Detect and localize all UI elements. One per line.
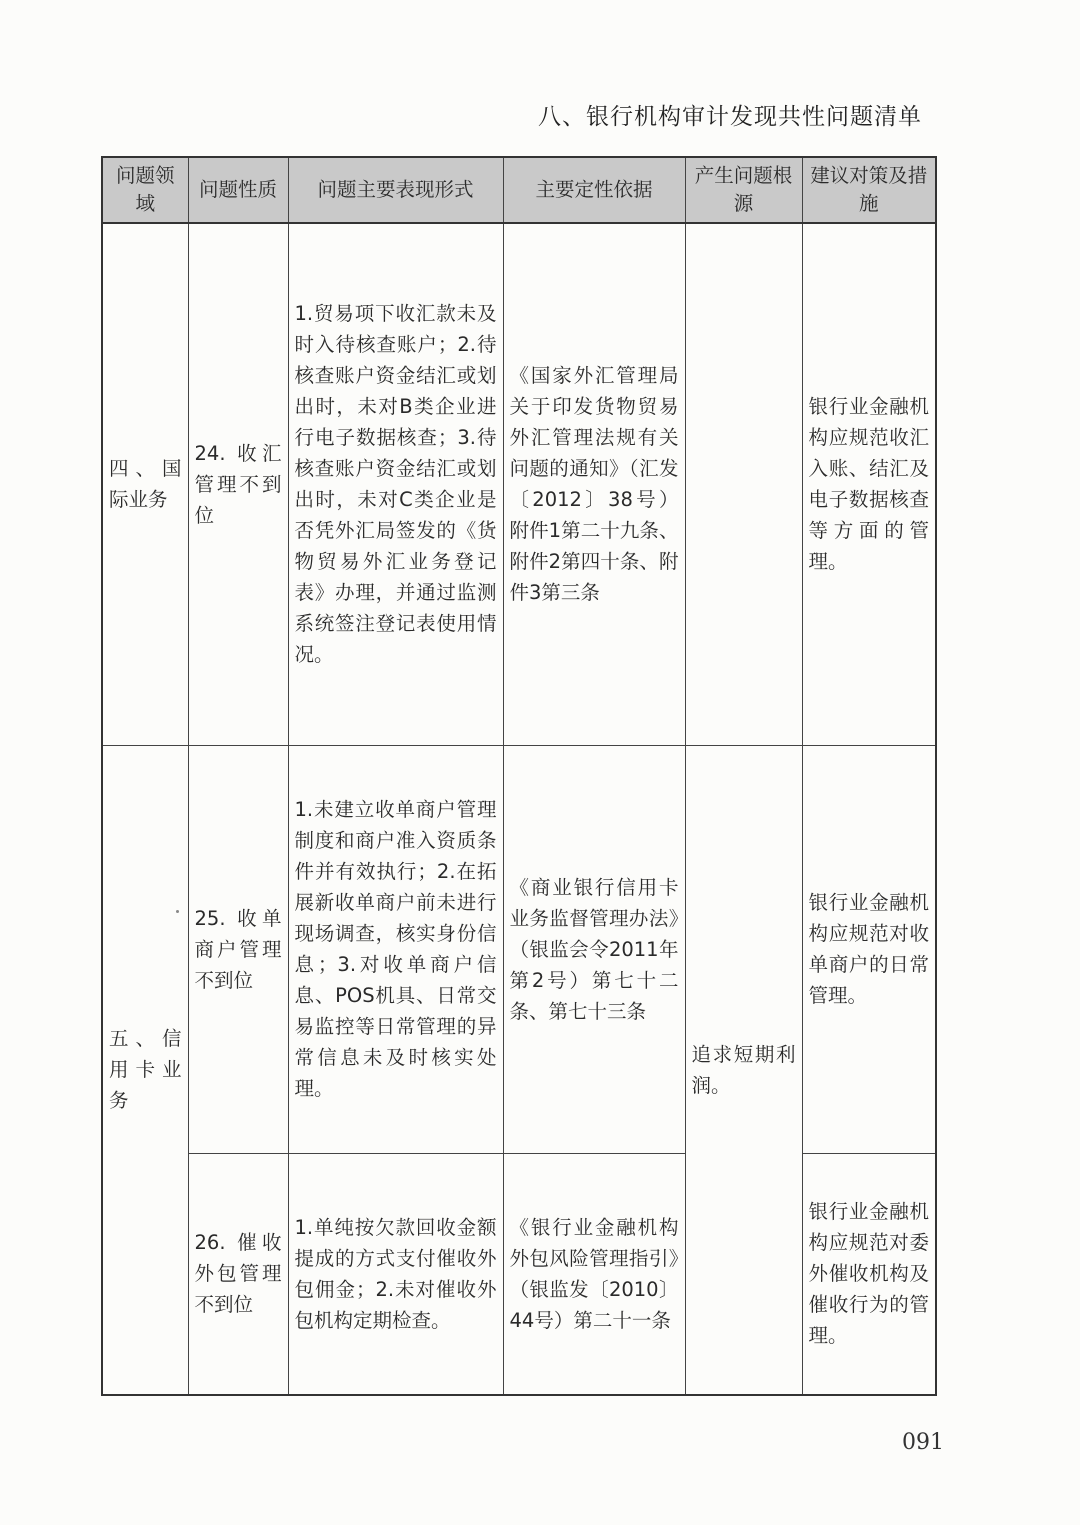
cell-measure: 银行业金融机构应规范收汇入账、结汇及电子数据核查等方面的管理。	[802, 223, 936, 745]
table-header-row	[102, 157, 936, 223]
cell-basis: 《银行业金融机构外包风险管理指引》（银监发〔2010〕44号）第二十一条	[503, 1153, 685, 1395]
cell-manifestation: 1.单纯按欠款回收金额提成的方式支付催收外包佣金；2.未对催收外包机构定期检查。	[288, 1153, 503, 1395]
cell-root	[685, 223, 802, 745]
cell-measure: 银行业金融机构应规范对委外催收机构及催收行为的管理。	[802, 1153, 936, 1395]
header-nature: 问题性质	[188, 157, 288, 223]
header-measure: 建议对策及措施	[802, 157, 936, 223]
cell-nature: 24. 收汇管理不到位	[188, 223, 288, 745]
header-domain: 问题领域	[102, 157, 188, 223]
table-row	[102, 745, 936, 1153]
header-manifestation: 问题主要表现形式	[288, 157, 503, 223]
cell-nature: 25. 收单商户管理不到位	[188, 745, 288, 1153]
cell-manifestation: 1.未建立收单商户管理制度和商户准入资质条件并有效执行；2.在拓展新收单商户前未进行现场调查，核实身份信息；3.对收单商户信息、POS机具、日常交易监控等日常管理的异常信息未及时核实处理。	[288, 745, 503, 1153]
cell-basis: 《国家外汇管理局关于印发货物贸易外汇管理法规有关问题的通知》（汇发〔2012〕38号）附件1第二十九条、附件2第四十条、附件3第三条	[503, 223, 685, 745]
audit-issues-table	[101, 156, 937, 1396]
cell-basis: 《商业银行信用卡业务监督管理办法》（银监会令2011年第2号）第七十二条、第七十三条	[503, 745, 685, 1153]
cell-root: 追求短期利润。	[685, 745, 802, 1395]
running-head: 八、银行机构审计发现共性问题清单	[538, 104, 922, 130]
cell-measure: 银行业金融机构应规范对收单商户的日常管理。	[802, 745, 936, 1153]
cell-domain: 五、信用卡业务	[102, 745, 188, 1395]
header-root: 产生问题根源	[685, 157, 802, 223]
page-number: 091	[902, 1430, 944, 1455]
cell-nature: 26. 催收外包管理不到位	[188, 1153, 288, 1395]
table-row	[102, 223, 936, 745]
header-basis: 主要定性依据	[503, 157, 685, 223]
cell-manifestation: 1.贸易项下收汇款未及时入待核查账户；2.待核查账户资金结汇或划出时，未对B类企业进行电子数据核查；3.待核查账户资金结汇或划出时，未对C类企业是否凭外汇局签发的《货物贸易外汇业务登记表》办理，并通过监测系统签注登记表使用情况。	[288, 223, 503, 745]
scan-speck	[176, 910, 179, 913]
table-row	[102, 1153, 936, 1395]
cell-domain: 四、国际业务	[102, 223, 188, 745]
